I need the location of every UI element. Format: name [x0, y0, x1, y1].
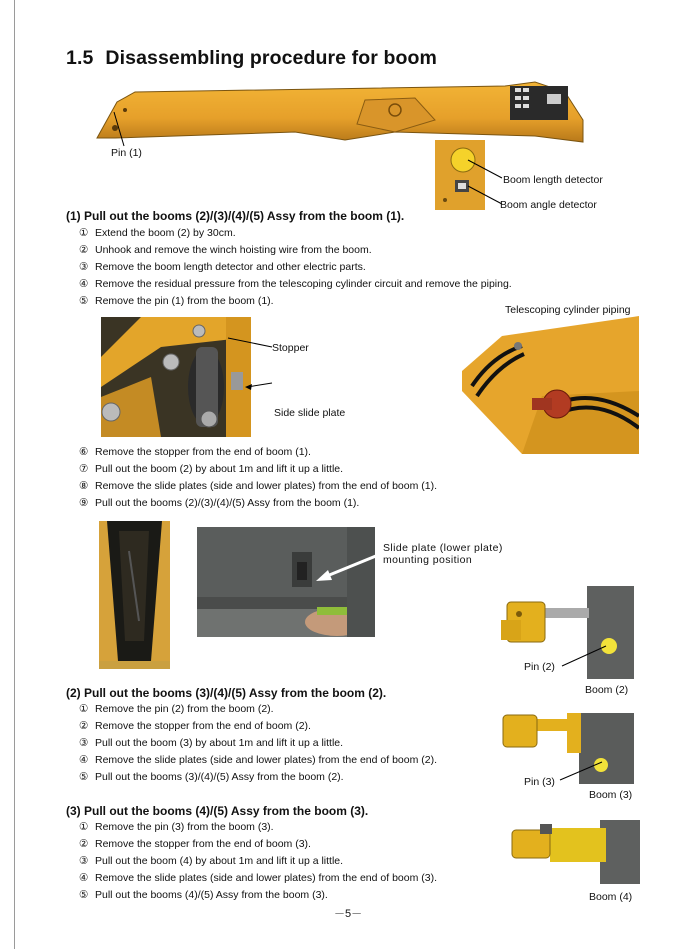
section-1-step: ① Extend the boom (2) by 30cm.: [79, 227, 236, 239]
section-3-step: ③ Pull out the boom (4) by about 1m and lift it up a little.: [79, 855, 344, 867]
label-slide-plate-line-2: mounting position: [383, 554, 473, 566]
section-3-step: ④ Remove the slide plates (side and lower plates) from the end of boom (3).: [79, 872, 438, 884]
label-slide-plate-lower: [383, 542, 503, 566]
section-2-heading: (2) Pull out the booms (3)/(4)/(5) Assy from the boom (2).: [66, 686, 387, 700]
section-1-step: ⑧ Remove the slide plates (side and lower plates) from the end of boom (1).: [79, 480, 438, 492]
label-boom-4: Boom (4): [589, 891, 633, 903]
section-1-heading: (1) Pull out the booms (2)/(3)/(4)/(5) Assy from the boom (1).: [66, 209, 405, 223]
section-1-step: ④ Remove the residual pressure from the telescoping cylinder circuit and remove the piping.: [79, 278, 512, 290]
label-boom-2: Boom (2): [585, 684, 629, 696]
section-title: Disassembling procedure for boom: [105, 47, 437, 69]
stopper-leader-lines: [225, 335, 275, 395]
section-2-step: ② Remove the stopper from the end of boom (2).: [79, 720, 311, 732]
label-boom-3: Boom (3): [589, 789, 633, 801]
section-2-step: ⑤ Pull out the booms (3)/(4)/(5) Assy from the boom (2).: [79, 771, 344, 783]
pin2-leader-line: [560, 640, 610, 670]
label-boom-angle-detector: Boom angle detector: [500, 199, 597, 211]
label-boom-length-detector: Boom length detector: [503, 174, 603, 186]
boom-4-photo: [510, 820, 640, 884]
slide-plate-arrow: [310, 548, 390, 588]
telescoping-piping-photo: [462, 316, 639, 454]
section-2-step: ③ Pull out the boom (3) by about 1m and lift it up a little.: [79, 737, 344, 749]
boom-overview-photo: [95, 80, 585, 148]
label-stopper: Stopper: [272, 342, 309, 354]
label-pin-2: Pin (2): [524, 661, 555, 673]
page-title: [66, 47, 437, 70]
label-slide-plate-line-1: Slide plate (lower plate): [383, 542, 503, 554]
pin3-leader-line: [558, 758, 608, 784]
label-side-slide-plate: Side slide plate: [274, 407, 346, 419]
section-3-heading: (3) Pull out the booms (4)/(5) Assy from the boom (3).: [66, 804, 369, 818]
pin1-leader-line: [110, 108, 130, 148]
section-1-step: ② Unhook and remove the winch hoisting wire from the boom.: [79, 244, 372, 256]
section-1-step: ⑨ Pull out the booms (2)/(3)/(4)/(5) Assy from the boom (1).: [79, 497, 360, 509]
section-3-step: ① Remove the pin (3) from the boom (3).: [79, 821, 274, 833]
boom-interior-photo: [99, 521, 170, 669]
section-2-step: ④ Remove the slide plates (side and lower plates) from the end of boom (2).: [79, 754, 438, 766]
section-1-step: ⑦ Pull out the boom (2) by about 1m and lift it up a little.: [79, 463, 344, 475]
section-3-step: ② Remove the stopper from the end of boom (3).: [79, 838, 311, 850]
label-pin-3: Pin (3): [524, 776, 555, 788]
section-1-step: ⑥ Remove the stopper from the end of boom (1).: [79, 446, 311, 458]
page-number: －5－: [334, 908, 363, 920]
label-pin-1: Pin (1): [111, 147, 142, 159]
section-3-step: ⑤ Pull out the booms (4)/(5) Assy from the boom (3).: [79, 889, 328, 901]
section-number: 1.5: [66, 47, 94, 69]
section-1-step: ⑤ Remove the pin (1) from the boom (1).: [79, 295, 274, 307]
section-1-step: ③ Remove the boom length detector and other electric parts.: [79, 261, 366, 273]
label-telescoping-piping: Telescoping cylinder piping: [505, 304, 631, 316]
section-2-step: ① Remove the pin (2) from the boom (2).: [79, 703, 274, 715]
